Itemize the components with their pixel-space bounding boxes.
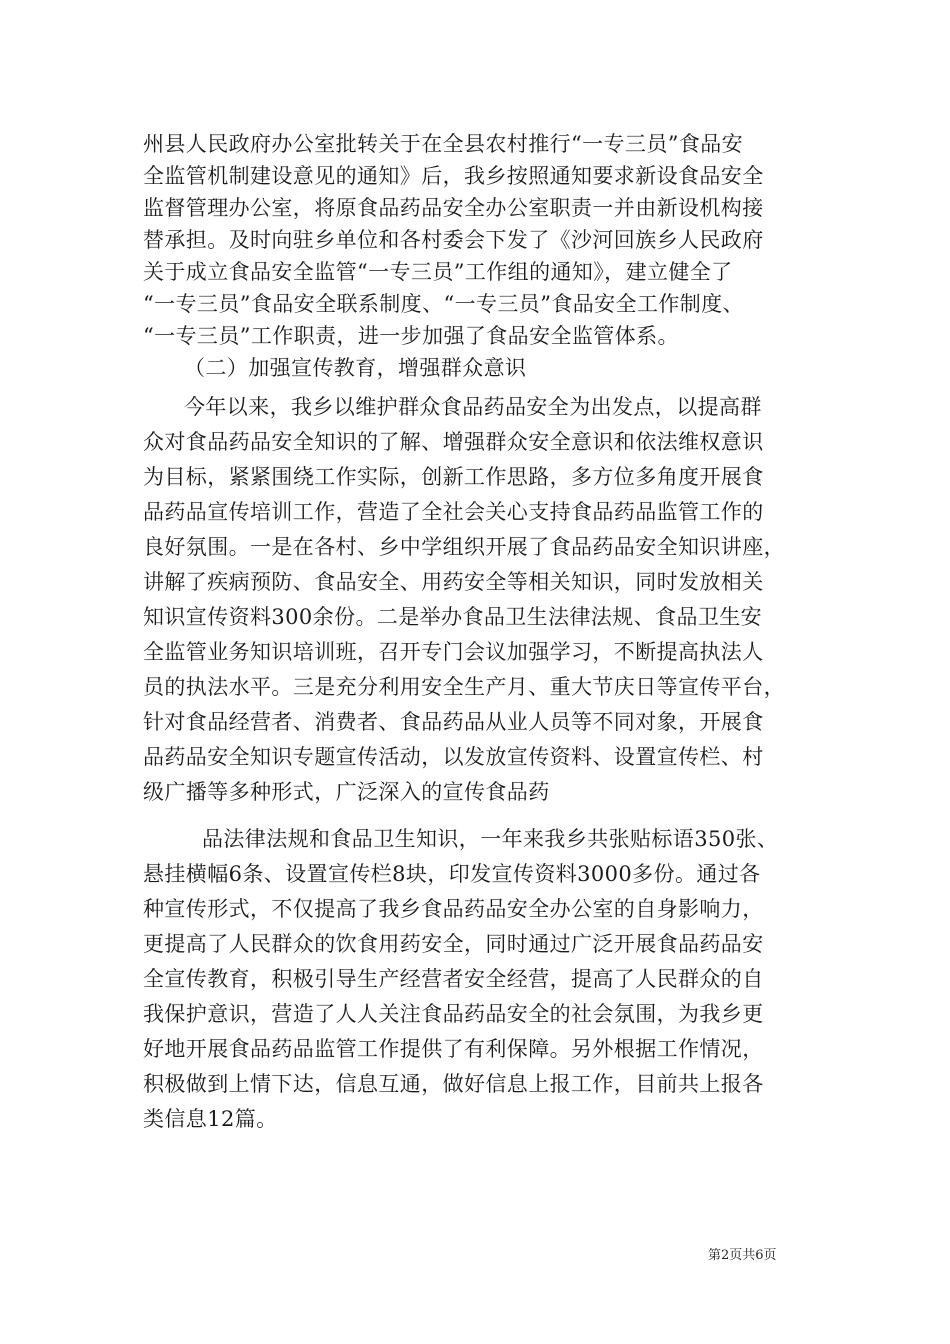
body-line: 众对食品药品安全知识的了解、增强群众安全意识和依法维权意识 <box>143 430 764 454</box>
body-line: 员的执法水平。三是充分利用安全生产月、重大节庆日等宣传平台， <box>143 675 785 699</box>
body-line: 类信息12篇。 <box>143 1107 278 1131</box>
body-line: 关于成立食品安全监管“一专三员”工作组的通知》，建立健全了 <box>143 260 733 284</box>
body-line: 我保护意识，营造了人人关注食品药品安全的社会氛围，为我乡更 <box>143 1002 764 1026</box>
body-line: 知识宣传资料300余份。二是举办食品卫生法律法规、食品卫生安 <box>143 605 763 629</box>
section-heading: （二）加强宣传教育，增强群众意识 <box>184 356 527 380</box>
body-line: 讲解了疾病预防、食品安全、用药安全等相关知识，同时发放相关 <box>143 570 764 594</box>
body-line: 更提高了人民群众的饮食用药安全，同时通过广泛开展食品药品安 <box>143 932 764 956</box>
page-number: 第2页共6页 <box>708 1248 777 1263</box>
body-line: 替承担。及时向驻乡单位和各村委会下发了《沙河回族乡人民政府 <box>143 228 764 252</box>
body-line: “一专三员”食品安全联系制度、“一专三员”食品安全工作制度、 <box>143 292 744 316</box>
body-line: 为目标，紧紧围绕工作实际，创新工作思路，多方位多角度开展食 <box>143 465 764 489</box>
body-line: 全监管机制建设意见的通知》后，我乡按照通知要求新设食品安全 <box>143 164 764 188</box>
body-line: 品药品安全知识专题宣传活动，以发放宣传资料、设置宣传栏、村 <box>143 745 764 769</box>
body-line: 品法律法规和食品卫生知识，一年来我乡共张贴标语350张、 <box>202 827 779 851</box>
body-line: 监督管理办公室，将原食品药品安全办公室职责一并由新设机构接 <box>143 196 764 220</box>
body-line: 全宣传教育，积极引导生产经营者安全经营，提高了人民群众的自 <box>143 967 764 991</box>
body-line: 种宣传形式，不仅提高了我乡食品药品安全办公室的自身影响力， <box>143 897 764 921</box>
body-line: 积极做到上情下达，信息互通，做好信息上报工作，目前共上报各 <box>143 1072 764 1096</box>
body-line: 全监管业务知识培训班，召开专门会议加强学习，不断提高执法人 <box>143 640 764 664</box>
body-line: 今年以来，我乡以维护群众食品药品安全为出发点，以提高群 <box>184 395 762 419</box>
body-line: 级广播等多种形式，广泛深入的宣传食品药 <box>143 780 550 804</box>
body-line: 针对食品经营者、消费者、食品药品从业人员等不同对象，开展食 <box>143 710 764 734</box>
body-line: 悬挂横幅6条、设置宣传栏8块，印发宣传资料3000多份。通过各 <box>143 862 761 886</box>
body-line: 品药品宣传培训工作，营造了全社会关心支持食品药品监管工作的 <box>143 500 764 524</box>
body-line: 州县人民政府办公室批转关于在全县农村推行“一专三员”食品安 <box>143 132 744 156</box>
body-line: 好地开展食品药品监管工作提供了有利保障。另外根据工作情况， <box>143 1037 764 1061</box>
body-line: “一专三员”工作职责，进一步加强了食品安全监管体系。 <box>143 324 679 348</box>
body-line: 良好氛围。一是在各村、乡中学组织开展了食品药品安全知识讲座， <box>143 535 785 559</box>
